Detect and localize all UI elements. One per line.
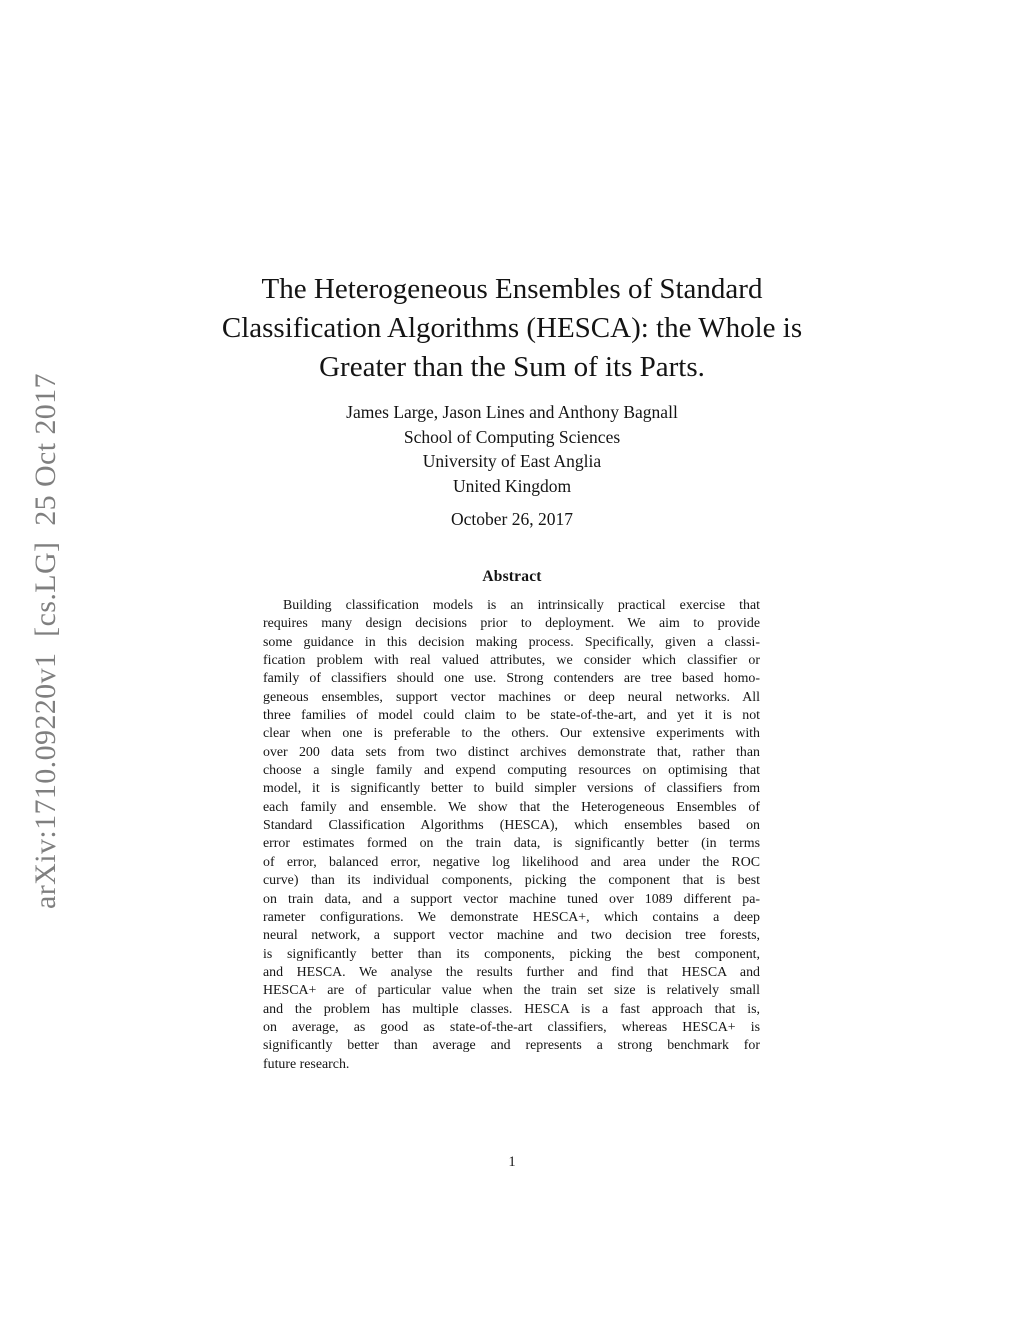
paper-date: October 26, 2017 bbox=[451, 509, 573, 529]
abstract-line: family of classifiers should one use. Strong contenders are tree based homo- bbox=[263, 671, 760, 687]
abstract-line: geneous ensembles, support vector machines or deep neural networks. All bbox=[263, 689, 760, 705]
abstract-heading: Abstract bbox=[482, 568, 542, 585]
paper-title-line: The Heterogeneous Ensembles of Standard bbox=[261, 273, 763, 305]
abstract-line: each family and ensemble. We show that the Heterogeneous Ensembles of bbox=[263, 799, 760, 815]
paper-title-line: Classification Algorithms (HESCA): the Whole is bbox=[221, 312, 803, 344]
abstract-line: error estimates formed on the train data, is significantly better (in terms bbox=[263, 836, 760, 852]
affiliation-lines bbox=[112, 425, 912, 499]
abstract-line: HESCA+ are of particular value when the train set size is relatively small bbox=[263, 983, 760, 999]
abstract-line: significantly better than average and represents a strong benchmark for bbox=[263, 1038, 760, 1054]
abstract-line: neural network, a support vector machine and two decision tree forests, bbox=[263, 928, 760, 944]
affiliation-line: University of East Anglia bbox=[422, 451, 602, 471]
affiliation-line: School of Computing Sciences bbox=[403, 426, 621, 447]
abstract-line: future research. bbox=[263, 1056, 350, 1072]
abstract-line: curve) than its individual components, picking the component that is best bbox=[263, 873, 760, 889]
abstract-line: on average, as good as state-of-the-art classifiers, whereas HESCA+ is bbox=[263, 1019, 760, 1035]
abstract-line: and the problem has multiple classes. HESCA is a fast approach that is, bbox=[263, 1001, 760, 1017]
authors-line: James Large, Jason Lines and Anthony Bagnall bbox=[346, 402, 678, 422]
arxiv-watermark-text: arXiv:1710.09220v1 [cs.LG] 25 Oct 2017 bbox=[29, 373, 62, 909]
abstract-line: some guidance in this decision making process. Specifically, given a classi- bbox=[263, 634, 760, 650]
abstract-line: requires many design decisions prior to deployment. We aim to provide bbox=[263, 616, 760, 632]
affiliation-line: United Kingdom bbox=[452, 475, 572, 496]
abstract-line: of error, balanced error, negative log likelihood and area under the ROC bbox=[263, 854, 760, 870]
paper-title bbox=[112, 270, 912, 387]
abstract-line: is significantly better than its components, picking the best component, bbox=[263, 946, 760, 962]
author-block bbox=[112, 400, 912, 498]
abstract-text bbox=[263, 597, 760, 1074]
abstract-line: Standard Classification Algorithms (HESCA), which ensembles based on bbox=[263, 818, 760, 834]
abstract-line: on train data, and a support vector machine tuned over 1089 different pa- bbox=[263, 891, 760, 907]
abstract-line: model, it is significantly better to build simpler versions of classifiers from bbox=[263, 781, 760, 797]
abstract-line: and HESCA. We analyse the results further and find that HESCA and bbox=[263, 964, 760, 980]
abstract-line: clear when one is preferable to the others. Our extensive experiments with bbox=[263, 726, 760, 742]
abstract-line: over 200 data sets from two distinct archives demonstrate that, rather than bbox=[263, 744, 760, 760]
abstract-line: rameter configurations. We demonstrate HESCA+, which contains a deep bbox=[263, 909, 760, 925]
paper-title-line: Greater than the Sum of its Parts. bbox=[319, 351, 705, 383]
abstract-line: three families of model could claim to be state-of-the-art, and yet it is not bbox=[263, 708, 760, 724]
abstract-line: choose a single family and expend computing resources on optimising that bbox=[263, 763, 760, 779]
abstract-line: Building classification models is an intrinsically practical exercise that bbox=[283, 598, 760, 613]
page-number: 1 bbox=[508, 1154, 516, 1170]
abstract-line: fication problem with real valued attributes, we consider which classifier or bbox=[263, 653, 760, 669]
